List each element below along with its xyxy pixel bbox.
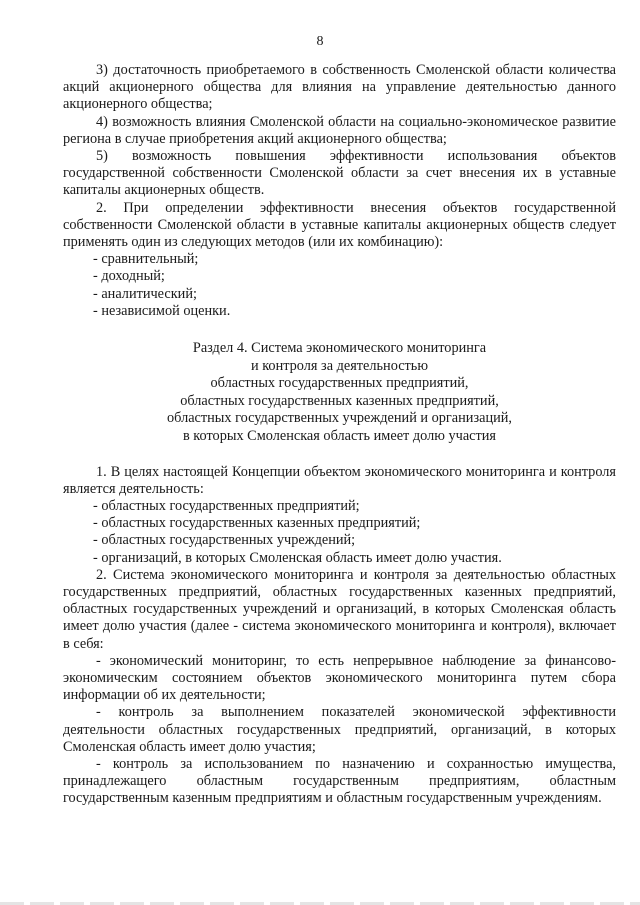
method-item: - сравнительный;: [93, 251, 199, 268]
paragraph-point-2: 2. Система экономического мониторинга и контроля за деятельностью областных государственных предприятий, областных государственных казенных предприятий, областных государственных учреждений и организаций, в которых Смоленская область имеет долю участия (далее - система экономического мониторинга и контроля), включает в себя:: [63, 566, 616, 652]
section-heading-line: в которых Смоленская область имеет долю участия: [182, 428, 496, 445]
section-heading-line: Раздел 4. Система экономического мониторинга: [192, 340, 487, 357]
method-item: - аналитический;: [93, 285, 197, 302]
paragraph-item-5: 5) возможность повышения эффективности использования объектов государственной собственности Смоленской области за счет внесения их в уставные капиталы акционерных обществ.: [63, 148, 616, 199]
monitoring-object-item: - областных государственных казенных предприятий;: [93, 515, 421, 532]
system-component-item: - экономический мониторинг, то есть непрерывное наблюдение за финансово-экономическим состоянием объектов экономического мониторинга путем сбора информации об их деятельности;: [63, 652, 616, 704]
section-heading-line: областных государственных учреждений и организаций,: [167, 410, 512, 427]
monitoring-object-item: - областных государственных предприятий;: [93, 498, 360, 515]
page-number: 8: [316, 34, 324, 49]
monitoring-object-item: - организаций, в которых Смоленская область имеет долю участия.: [93, 549, 502, 566]
method-item: - доходный;: [93, 268, 165, 285]
section-heading-line: областных государственных предприятий,: [210, 375, 469, 392]
section-heading-line: областных государственных казенных предприятий,: [180, 392, 499, 409]
monitoring-object-item: - областных государственных учреждений;: [93, 532, 356, 549]
system-component-item: - контроль за выполнением показателей экономической эффективности деятельности областных государственных предприятий, организаций, в которых Смоленская область имеет долю участия;: [63, 704, 616, 755]
paragraph-item-4: 4) возможность влияния Смоленской области на социально-экономическое развитие региона в случае приобретения акций акционерного общества;: [63, 113, 616, 147]
section-heading: [63, 340, 616, 446]
paragraph-item-3: 3) достаточность приобретаемого в собственность Смоленской области количества акций акционерного общества для влияния на управление деятельностью данного акционерного общества;: [63, 62, 616, 113]
system-component-item: - контроль за использованием по назначению и сохранностью имущества, принадлежащего областным государственным предприятиям, областным государственным казенным предприятиям и областным государственным учреждениям.: [63, 756, 616, 807]
paragraph-point-1: 1. В целях настоящей Концепции объектом экономического мониторинга и контроля является деятельность:: [63, 463, 616, 497]
section-heading-line: и контроля за деятельностью: [250, 357, 429, 374]
method-item: - независимой оценки.: [93, 302, 231, 319]
paragraph-methods-intro: 2. При определении эффективности внесения объектов государственной собственности Смоленской области в уставные капиталы акционерных обществ следует применять один из следующих методов (или их комбинацию):: [63, 199, 616, 251]
document-body: [63, 62, 616, 808]
